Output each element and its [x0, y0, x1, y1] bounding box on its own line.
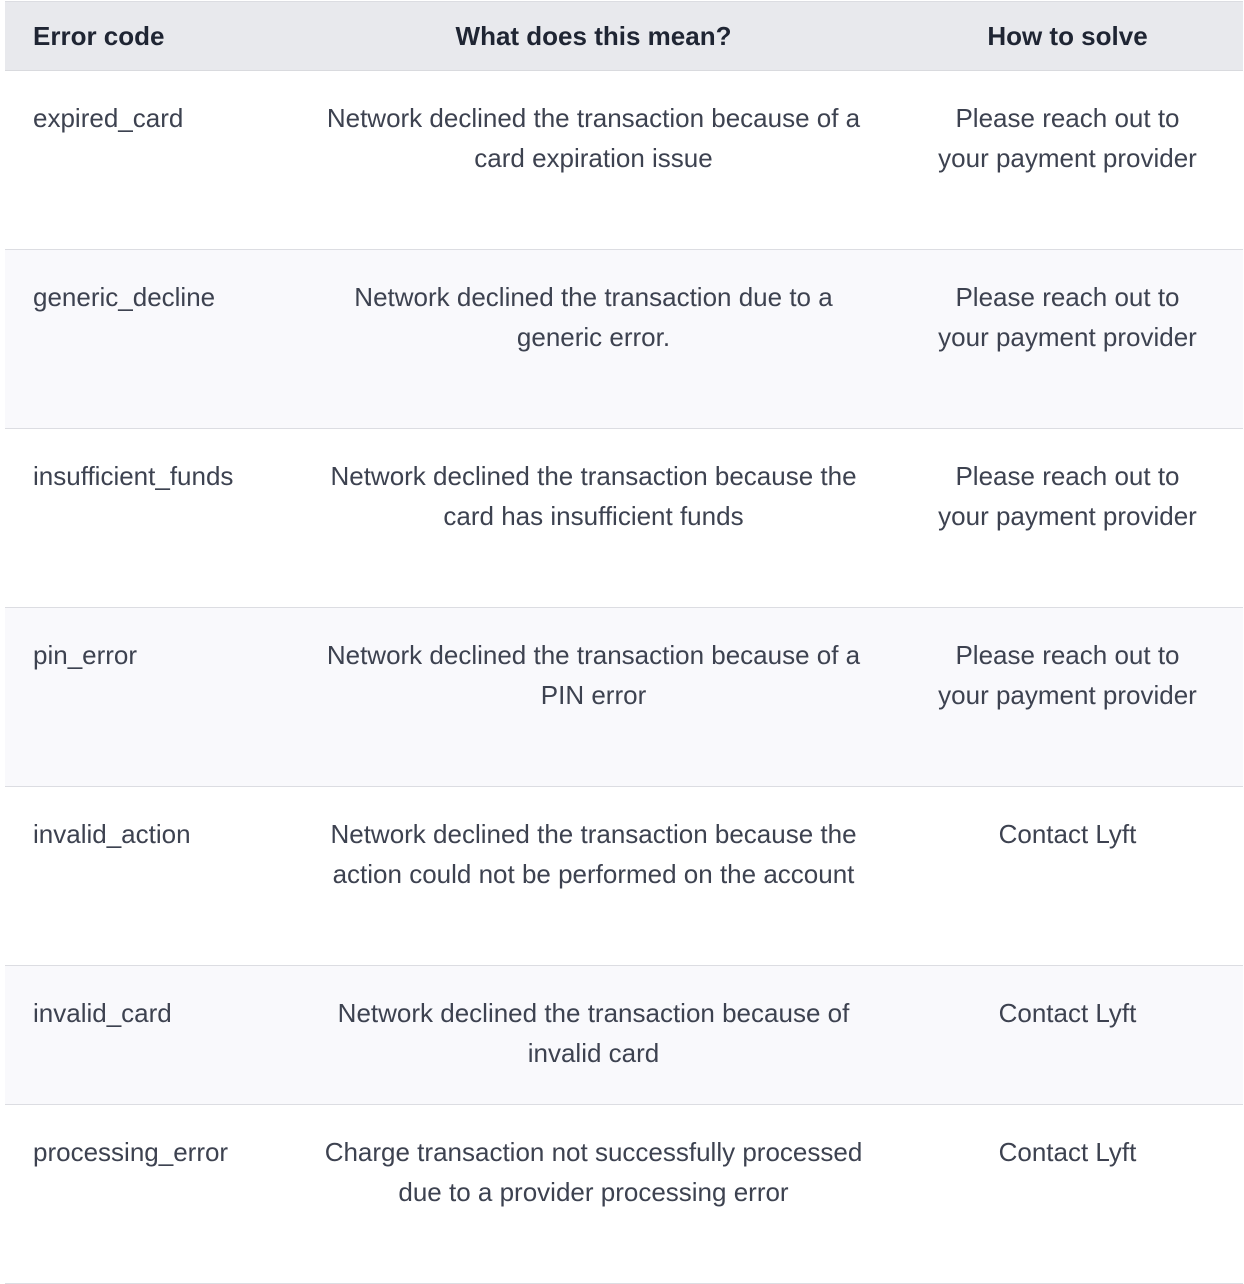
- header-meaning: What does this mean?: [295, 2, 892, 71]
- error-code-cell: expired_card: [5, 71, 295, 250]
- error-codes-table: [5, 1, 1243, 1284]
- table-header: [5, 2, 1243, 71]
- table-row: [5, 787, 1243, 966]
- solution-cell: Contact Lyft: [892, 1105, 1243, 1284]
- table-row: [5, 608, 1243, 787]
- error-code-cell: pin_error: [5, 608, 295, 787]
- error-code-cell: generic_decline: [5, 250, 295, 429]
- error-code-cell: invalid_action: [5, 787, 295, 966]
- header-row: [5, 2, 1243, 71]
- solution-cell: Please reach out to your payment provider: [892, 250, 1243, 429]
- meaning-cell: Network declined the transaction because the card has insufficient funds: [295, 429, 892, 608]
- error-codes-table-container: [5, 1, 1243, 1284]
- error-code-cell: invalid_card: [5, 966, 295, 1105]
- table-body: [5, 71, 1243, 1284]
- solution-cell: Contact Lyft: [892, 966, 1243, 1105]
- table-row: [5, 429, 1243, 608]
- meaning-cell: Network declined the transaction because of a card expiration issue: [295, 71, 892, 250]
- solution-cell: Please reach out to your payment provider: [892, 71, 1243, 250]
- table-row: [5, 71, 1243, 250]
- solution-cell: Please reach out to your payment provider: [892, 429, 1243, 608]
- table-row: [5, 966, 1243, 1105]
- error-code-cell: insufficient_funds: [5, 429, 295, 608]
- meaning-cell: Network declined the transaction because of invalid card: [295, 966, 892, 1105]
- header-error-code: Error code: [5, 2, 295, 71]
- solution-cell: Please reach out to your payment provider: [892, 608, 1243, 787]
- meaning-cell: Network declined the transaction due to a generic error.: [295, 250, 892, 429]
- header-how-to-solve: How to solve: [892, 2, 1243, 71]
- solution-cell: Contact Lyft: [892, 787, 1243, 966]
- table-row: [5, 250, 1243, 429]
- error-code-cell: processing_error: [5, 1105, 295, 1284]
- table-row: [5, 1105, 1243, 1284]
- meaning-cell: Network declined the transaction because the action could not be performed on the account: [295, 787, 892, 966]
- meaning-cell: Charge transaction not successfully processed due to a provider processing error: [295, 1105, 892, 1284]
- meaning-cell: Network declined the transaction because of a PIN error: [295, 608, 892, 787]
